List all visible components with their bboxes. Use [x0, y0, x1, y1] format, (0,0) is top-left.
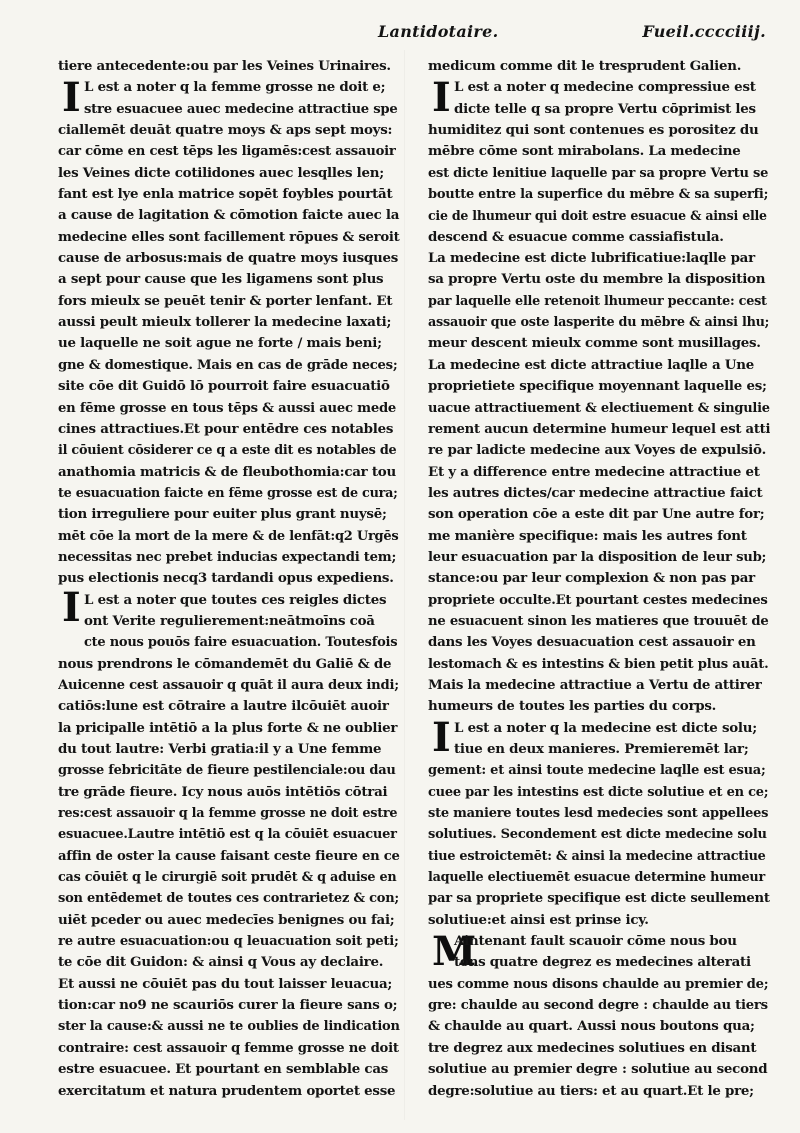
right-text-line: cie de lhumeur qui doit estre esuacue & ainsi elle: [428, 208, 767, 224]
left-text-line: fant est lye enla matrice sopēt foybles pourtāt: [58, 186, 393, 203]
right-text-line: Et y a difference entre medecine attractiue et: [428, 463, 760, 480]
left-text-line: contraire: cest assauoir q femme grosse ne doit: [58, 1040, 399, 1056]
left-text-line: car cōme en cest tēps les ligamēs:cest assauoir: [58, 144, 396, 160]
right-text-line: stance:ou par leur complexion & non pas par: [428, 570, 755, 587]
right-text-column: [428, 56, 770, 1102]
right-text-line: meur descent mieulx comme sont musillages.: [428, 335, 761, 352]
running-title: Lantidotaire.: [378, 22, 499, 41]
left-text-line: les Veines dicte cotilidones auec lesqlles len;: [58, 164, 384, 181]
left-text-line: catiōs:lune est cōtraire a lautre ilcōuiēt auoir: [58, 698, 389, 715]
left-text-line: estre esuacuee. Et pourtant en semblable cas: [58, 1061, 389, 1078]
left-text-line: esuacuee.Lautre intētiō est q la cōuiēt esuacuer: [58, 827, 397, 843]
left-text-line: son entēdemet de toutes ces contrarietez & con;: [58, 891, 399, 907]
right-text-line: rement aucun determine humeur lequel est atti: [428, 421, 770, 437]
left-text-line: fors mieulx se peuēt tenir & porter lenfant. Et: [58, 292, 393, 309]
left-text-line: ont Verite regulierement:neātmoīns coā: [84, 612, 375, 629]
left-text-column: [58, 56, 400, 1102]
right-text-line: par laquelle elle retenoit lhumeur peccante: cest: [428, 293, 767, 309]
left-text-line: la pricipalle intētiō a la plus forte & ne oublier: [58, 719, 398, 736]
right-text-line: gre: chaulde au second degre : chaulde au tiers: [428, 998, 768, 1014]
right-text-line: ues comme nous disons chaulde au premier de;: [428, 976, 769, 992]
left-text-line: cas cōuiēt q le cirurgiē soit prudēt & q aduise en: [58, 870, 397, 886]
right-text-line: me manière specifique: mais les autres font: [428, 527, 747, 544]
right-text-line: Aintenant fault scauoir cōme nous bou: [454, 933, 737, 950]
left-text-line: nous prendrons le cōmandemēt du Galiē & de: [58, 655, 392, 672]
right-text-line: Mais la medecine attractiue a Vertu de attirer: [428, 676, 762, 693]
left-text-line: cte nous pouōs faire esuacuation. Toutesfois: [84, 635, 398, 651]
right-text-line: leur esuacuation par la disposition de leur sub;: [428, 549, 767, 565]
left-text-line: grosse febricitāte de fieure pestilenciale:ou dau: [58, 763, 396, 779]
right-text-line: uacue attractiuement & electiuement & singulie: [428, 400, 770, 416]
left-text-line: res:cest assauoir q la femme grosse ne doit estre: [58, 806, 398, 822]
left-text-line: a cause de lagitation & cōmotion faicte auec la: [58, 207, 400, 224]
right-text-line: sa propre Vertu oste du membre la disposition: [428, 271, 766, 288]
left-text-line: te esuacuation faicte en fēme grosse est de cura;: [58, 485, 398, 501]
drop-cap-initial: M: [432, 928, 477, 975]
drop-cap-initial: I: [432, 714, 451, 761]
left-text-line: Auicenne cest assauoir q quāt il aura deux indi;: [58, 677, 399, 693]
left-text-line: stre esuacuee auec medecine attractiue spe: [84, 101, 398, 117]
right-text-line: L est a noter q medecine compressiue est: [454, 79, 756, 96]
left-text-line: Et aussi ne cōuiēt pas du tout laisser leuacua;: [58, 975, 393, 992]
left-text-line: site cōe dit Guidō lō pourroit faire esuacuatiō: [58, 378, 390, 395]
column-gutter: [404, 50, 405, 1120]
left-text-line: medecine elles sont facillement rōpues & seroit: [58, 229, 400, 245]
left-text-line: affin de oster la cause faisant ceste fieure en ce: [58, 848, 400, 864]
right-text-line: tiue estroictemēt: & ainsi la medecine attractiue: [428, 848, 766, 864]
right-text-line: les autres dictes/car medecine attractiue faict: [428, 484, 763, 501]
right-text-line: solutiues. Secondement est dicte medecine solu: [428, 827, 767, 843]
right-text-line: solutiue au premier degre : solutiue au second: [428, 1061, 768, 1078]
right-text-line: boutte entre la superfice du mēbre & sa superfi;: [428, 187, 769, 203]
right-text-line: L est a noter q la medecine est dicte solu;: [454, 719, 757, 736]
right-text-line: son operation cōe a este dit par Une autre for;: [428, 506, 765, 523]
left-text-line: gne & domestique. Mais en cas de grāde neces;: [58, 357, 398, 373]
left-text-line: a sept pour cause que les ligamens sont plus: [58, 271, 384, 288]
right-text-line: descend & esuacue comme cassiafistula.: [428, 228, 724, 245]
left-text-line: ciallemēt deuāt quatre moys & aps sept moys:: [58, 122, 393, 139]
left-text-line: cines attractiues.Et pour entēdre ces notables: [58, 420, 394, 437]
left-text-line: tre grāde fieure. Icy nous auōs intētiōs cōtrai: [58, 783, 388, 800]
right-text-line: par sa propriete specifique est dicte seullement: [428, 891, 770, 907]
right-text-line: gement: et ainsi toute medecine laqlle est esua;: [428, 763, 766, 779]
left-text-line: il cōuient cōsiderer ce q a este dit es notables de: [58, 443, 397, 459]
right-text-line: dicte telle q sa propre Vertu cōprimist les: [454, 100, 756, 117]
left-text-line: L est a noter q la femme grosse ne doit e;: [84, 79, 386, 96]
left-text-line: necessitas nec prebet inducias expectandi tem;: [58, 549, 397, 565]
left-text-line: re autre esuacuation:ou q leuacuation soit peti;: [58, 934, 399, 950]
left-text-line: L est a noter que toutes ces reigles dictes: [84, 591, 387, 608]
left-text-line: ster la cause:& aussi ne te oublies de lindication: [58, 1019, 400, 1035]
right-text-line: tiue en deux manieres. Premieremēt lar;: [454, 741, 749, 757]
right-text-line: La medecine est dicte lubrificatiue:laqlle par: [428, 250, 755, 267]
right-text-line: medicum comme dit le tresprudent Galien.: [428, 58, 742, 74]
left-text-line: tion:car no9 ne scauriōs curer la fieure sans o;: [58, 997, 398, 1014]
right-text-line: dans les Voyes desuacuation cest assauoir en: [428, 634, 756, 651]
drop-cap-initial: I: [432, 74, 451, 121]
left-text-line: anathomia matricis & de fleubothomia:car tou: [58, 463, 396, 480]
right-text-line: assauoir que oste lasperite du mēbre & ainsi lhu;: [428, 315, 770, 331]
left-text-line: ue laquelle ne soit ague ne forte / mais beni;: [58, 335, 382, 352]
left-text-line: cause de arbosus:mais de quatre moys iusques: [58, 250, 399, 267]
right-text-line: ne esuacuent sinon les matieres que trouuēt de: [428, 613, 769, 629]
left-text-line: uiēt pceder ou auec medecīes benignes ou fai;: [58, 911, 395, 928]
right-text-line: humiditez qui sont contenues es porositez du: [428, 122, 759, 139]
drop-cap-initial: I: [62, 584, 81, 631]
left-text-line: en fēme grosse en tous tēps & aussi auec mede: [58, 400, 397, 416]
left-text-line: tion irreguliere pour euiter plus grant nuysē;: [58, 506, 387, 523]
left-text-line: tiere antecedente:ou par les Veines Urinaires.: [58, 58, 391, 74]
right-text-line: degre:solutiue au tiers: et au quart.Et le pre;: [428, 1082, 754, 1099]
right-text-line: humeurs de toutes les parties du corps.: [428, 698, 717, 715]
left-text-line: aussi peult mieulx tollerer la medecine laxati;: [58, 314, 392, 331]
right-text-line: tre degrez aux medecines solutiues en disant: [428, 1039, 757, 1056]
right-text-line: lestomach & es intestins & bien petit plus auāt.: [428, 656, 769, 672]
left-text-line: pus electionis necq3 tardandi opus expediens.: [58, 570, 394, 587]
folio-number: Fueil.cccciiij.: [642, 22, 766, 41]
right-text-line: proprietiete specifique moyennant laquelle es;: [428, 378, 767, 395]
right-text-line: La medecine est dicte attractiue laqlle a Une: [428, 356, 754, 373]
left-text-line: mēt cōe la mort de la mere & de lenfāt:q2 Urgēs: [58, 528, 399, 544]
drop-cap-initial: I: [62, 74, 81, 121]
right-text-line: laquelle electiuemēt esuacue determine humeur: [428, 870, 765, 886]
right-text-line: re par ladicte medecine aux Voyes de expulsiō.: [428, 442, 767, 459]
left-text-line: du tout lautre: Verbi gratia:il y a Une femme: [58, 741, 382, 757]
right-text-line: solutiue:et ainsi est prinse icy.: [428, 911, 649, 928]
right-text-line: & chaulde au quart. Aussi nous boutons qua;: [428, 1018, 755, 1035]
right-text-line: ste maniere toutes lesd medecies sont appellees: [428, 806, 769, 822]
left-text-line: exercitatum et natura prudentem oportet esse: [58, 1082, 396, 1099]
right-text-line: propriete occulte.Et pourtant cestes medecines: [428, 592, 768, 608]
left-text-line: te cōe dit Guidon: & ainsi q Vous ay declaire.: [58, 954, 384, 971]
right-text-line: cuee par les intestins est dicte solutiue et en ce;: [428, 784, 769, 800]
right-text-line: est dicte lenitiue laquelle par sa propre Vertu se: [428, 165, 769, 181]
right-text-line: mēbre cōme sont mirabolans. La medecine: [428, 143, 741, 160]
right-text-line: tons quatre degrez es medecines alterati: [454, 954, 751, 971]
